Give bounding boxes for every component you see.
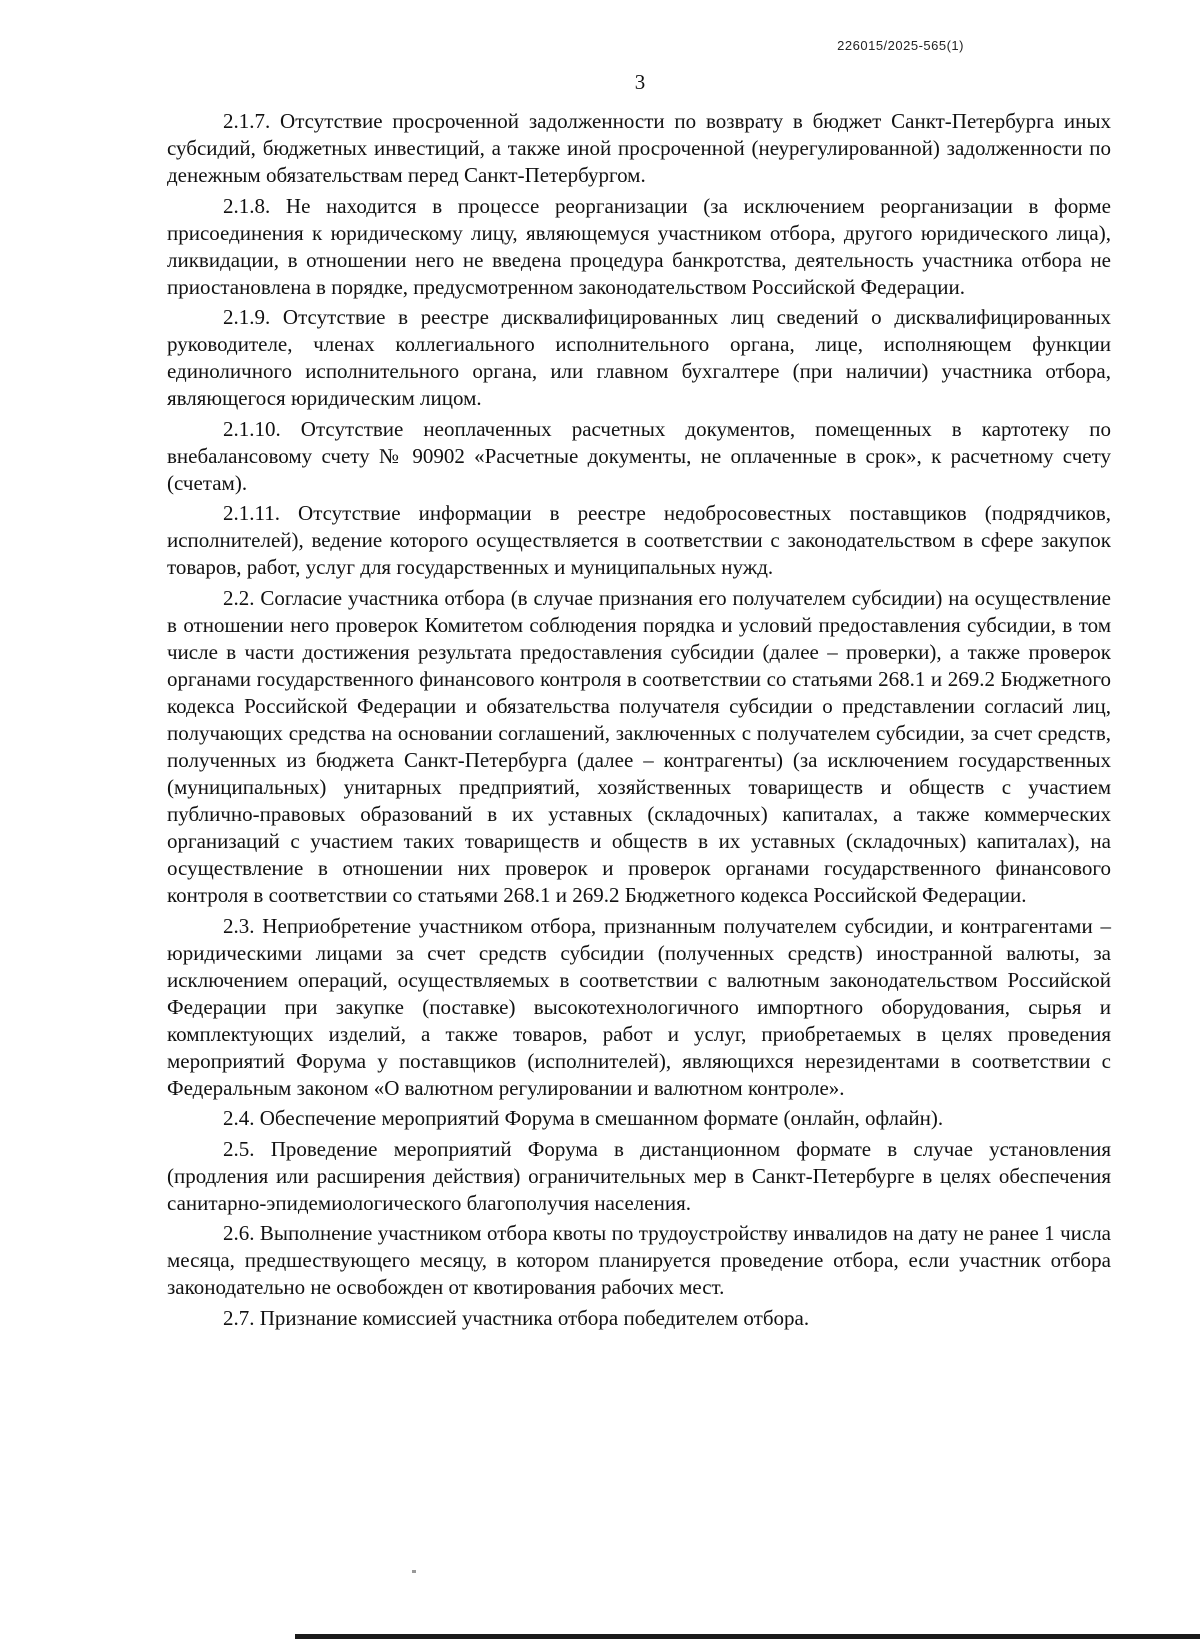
paragraph-2-7: 2.7. Признание комиссией участника отбора победителем отбора. — [223, 1305, 810, 1330]
paragraph-2-4: 2.4. Обеспечение мероприятий Форума в смешанном формате (онлайн, офлайн). — [223, 1106, 944, 1131]
paragraph-2-1-11: 2.1.11. Отсутствие информации в реестре недобросовестных поставщиков (подрядчиков, исполнителей), ведение которого осуществляется в соответствии с законодательством в сфере закупок товаров, работ, услуг для государственных и муниципальных нужд. — [167, 501, 1111, 580]
scan-artifact — [412, 1570, 416, 1573]
paragraph-2-1-7: 2.1.7. Отсутствие просроченной задолженности по возврату в бюджет Санкт-Петербурга иных субсидий, бюджетных инвестиций, а также иной просроченной (неурегулированной) задолженности по денежным обязательствам перед Санкт-Петербургом. — [167, 109, 1111, 187]
paragraph-2-2: 2.2. Согласие участника отбора (в случае признания его получателем субсидии) на осуществление в отношении него проверок Комитетом соблюдения порядка и условий предоставления субсидии, в том числе в части достижения результата предоставления субсидии (далее – проверки), а также проверок органами государственного финансового контроля в соответствии со статьями 268.1 и 269.2 Бюджетного кодекса Российской Федерации и обязательства получателя субсидии о представлении согласий лиц, получающих средства на основании соглашений, заключенных с получателем субсидии, за счет средств, полученных из бюджета Санкт-Петербурга (далее – контрагенты) (за исключением государственных (муниципальных) унитарных предприятий, хозяйственных товариществ и обществ с участием публично-правовых образований в их уставных (складочных) капиталах, а также коммерческих организаций с участием таких товариществ и обществ в их уставных (складочных) капиталах), на осуществление в отношении них проверок и проверок органами государственного финансового контроля в соответствии со статьями 268.1 и 269.2 Бюджетного кодекса Российской Федерации. — [167, 585, 1111, 907]
paragraph-2-3: 2.3. Неприобретение участником отбора, признанным получателем субсидии, и контрагентами – юридическими лицами за счет средств субсидии (полученных средств) иностранной валюты, за исключением операций, осуществляемых в соответствии с валютным законодательством Российской Федерации при закупке (поставке) высокотехнологичного импортного оборудования, сырья и комплектующих изделий, а также товаров, работ и услуг, приобретаемых в целях проведения мероприятий Форума у поставщиков (исполнителей), являющихся нерезидентами в соответствии с Федеральным законом «О валютном регулировании и валютном контроле». — [167, 913, 1111, 1100]
document-body — [167, 108, 1111, 1336]
paragraph-2-1-9: 2.1.9. Отсутствие в реестре дисквалифицированных лиц сведений о дисквалифицированных руководителе, членах коллегиального исполнительного органа, лице, исполняющем функции единоличного исполнительного органа, или главном бухгалтере (при наличии) участника отбора, являющегося юридическим лицом. — [167, 305, 1111, 411]
bottom-scan-edge — [295, 1634, 1200, 1639]
paragraph-2-1-8: 2.1.8. Не находится в процессе реорганизации (за исключением реорганизации в форме присоединения к юридическому лицу, являющемуся участником отбора, другого юридического лица), ликвидации, в отношении него не введена процедура банкротства, деятельность участника отбора не приостановлена в порядке, предусмотренном законодательством Российской Федерации. — [167, 193, 1111, 299]
paragraph-2-5: 2.5. Проведение мероприятий Форума в дистанционном формате в случае установления (продления или расширения действия) ограничительных мер в Санкт-Петербурге в целях обеспечения санитарно-эпидемиологического благополучия населения. — [167, 1136, 1111, 1215]
document-registration-number: 226015/2025-565(1) — [837, 38, 964, 53]
paragraph-2-6: 2.6. Выполнение участником отбора квоты по трудоустройству инвалидов на дату не ранее 1 числа месяца, предшествующего месяцу, в котором планируется проведение отбора, если участник отбора законодательно не освобожден от квотирования рабочих мест. — [167, 1221, 1111, 1300]
page-number: 3 — [634, 70, 646, 94]
paragraph-2-1-10: 2.1.10. Отсутствие неоплаченных расчетных документов, помещенных в картотеку по внебалансовому счету № 90902 «Расчетные документы, не оплаченные в срок», к расчетному счету (счетам). — [167, 416, 1111, 495]
